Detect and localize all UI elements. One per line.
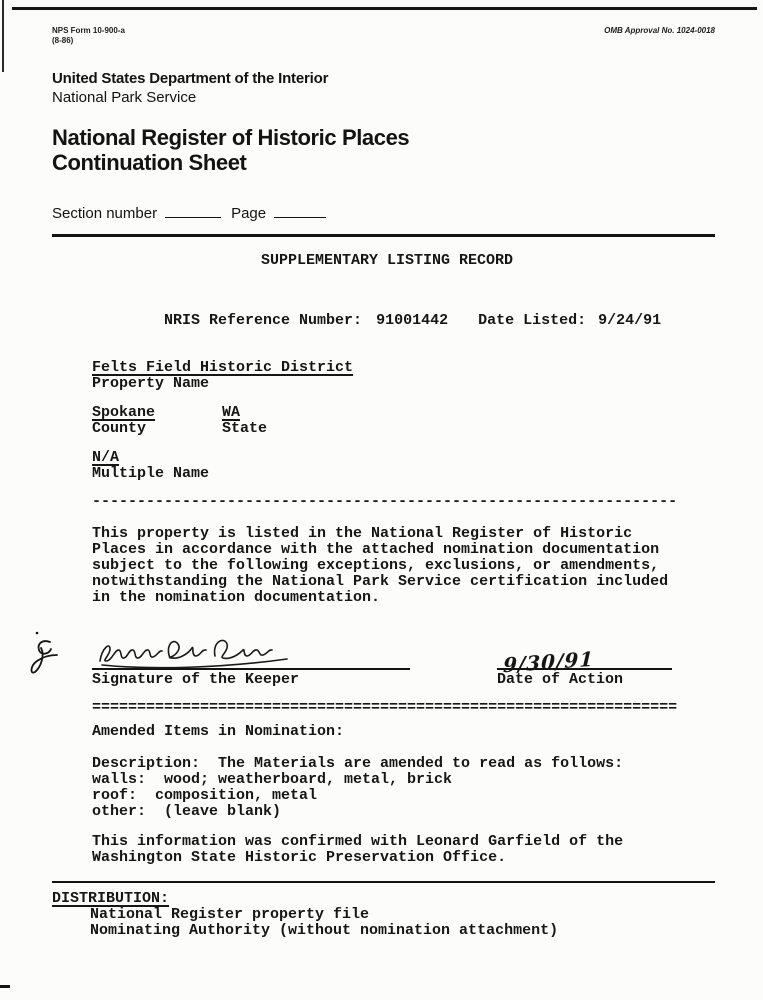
dashed-divider: ----------------------------------------------------------------- (92, 493, 678, 511)
distribution-item: Nominating Authority (without nomination attachment) (90, 922, 559, 940)
signature-line (92, 630, 410, 670)
date-listed-label: Date Listed: (478, 312, 587, 330)
multiple-name-label: Multiple Name (92, 465, 210, 483)
record-heading: SUPPLEMENTARY LISTING RECORD (260, 252, 514, 270)
section-number-blank (165, 205, 221, 218)
certification-line: Places in accordance with the attached nomination documentation (92, 541, 660, 559)
county-value: Spokane (92, 404, 156, 422)
header-rule (52, 234, 715, 237)
date-of-action-label: Date of Action (497, 671, 624, 689)
property-name-label: Property Name (92, 375, 210, 393)
nris-label: NRIS Reference Number: (164, 312, 363, 330)
confirmation-paragraph (92, 834, 682, 866)
date-of-action-line (497, 630, 672, 678)
certification-paragraph (92, 526, 682, 606)
omb-approval: OMB Approval No. 1024-0018 (604, 26, 715, 35)
certification-line: subject to the following exceptions, exclusions, or amendments, (92, 557, 660, 575)
state-value: WA (222, 404, 241, 422)
document-title (52, 126, 715, 175)
keeper-signature (92, 633, 322, 675)
county-label: County (92, 420, 147, 438)
margin-annotation (26, 628, 60, 683)
date-of-action-value: 9/30/91 (502, 647, 595, 678)
amendment-line: roof: composition, metal (92, 787, 318, 805)
certification-line: notwithstanding the National Park Service certification included (92, 573, 669, 591)
page-label: Page (231, 205, 267, 223)
amendment-line: walls: wood; weatherboard, metal, brick (92, 771, 453, 789)
signature-of-keeper-label: Signature of the Keeper (92, 671, 300, 689)
date-listed-value: 9/24/91 (598, 312, 662, 330)
department-name: United States Department of the Interior (52, 70, 329, 87)
page-blank (274, 205, 326, 218)
distribution-rule (52, 881, 715, 883)
section-page-row (52, 205, 715, 222)
amendment-line: other: (leave blank) (92, 803, 282, 821)
form-number: NPS Form 10-900-a (52, 26, 125, 35)
confirmation-line: This information was confirmed with Leonard Garfield of the (92, 833, 624, 851)
form-meta (52, 26, 715, 46)
distribution-section (52, 891, 715, 939)
agency-name: National Park Service (52, 89, 197, 106)
scan-artifact-bottom (0, 985, 10, 988)
amended-items-heading: Amended Items in Nomination: (92, 723, 345, 741)
nris-row (92, 297, 682, 345)
section-number-label: Section number (52, 205, 158, 223)
amendment-description (92, 756, 682, 820)
form-edition: (8-86) (52, 36, 74, 45)
nris-value: 91001442 (376, 312, 449, 330)
distribution-item: National Register property file (90, 906, 370, 924)
multiple-name-value: N/A (92, 449, 120, 467)
double-divider: ================================================================= (92, 699, 678, 717)
state-label: State (222, 420, 268, 438)
certification-line: in the nomination documentation. (92, 589, 381, 607)
distribution-heading: DISTRIBUTION: (52, 890, 170, 908)
signature-row (92, 630, 682, 678)
document-title-line1: National Register of Historic Places (52, 125, 410, 150)
amendment-line: Description: The Materials are amended to read as follows: (92, 755, 624, 773)
property-name-value: Felts Field Historic District (92, 359, 354, 377)
confirmation-line: Washington State Historic Preservation Office. (92, 849, 507, 867)
certification-line: This property is listed in the National Register of Historic (92, 525, 633, 543)
document-title-line2: Continuation Sheet (52, 149, 247, 175)
